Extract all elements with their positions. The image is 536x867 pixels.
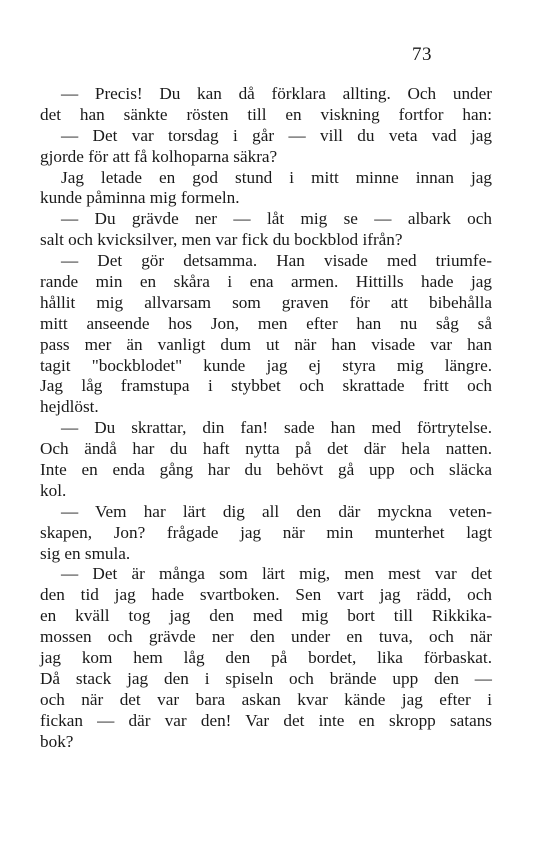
text-line: Och ändå har du haft nytta på det där hela natten. (40, 439, 492, 459)
text-line: — Det var torsdag i går — vill du veta vad jag (61, 125, 492, 145)
text-line: pass mer än vanligt dum ut när han visade var han (40, 334, 492, 354)
text-line: jag kom hem låg den på bordet, lika förbaskat. (40, 648, 492, 668)
text-line: — Du grävde ner — låt mig se — albark och (61, 209, 492, 229)
text-line: sig en smula. (40, 543, 131, 563)
text-line: kunde påminna mig formeln. (40, 188, 240, 208)
text-line: — Du skrattar, din fan! sade han med förtrytelse. (61, 418, 492, 438)
text-line: Inte en enda gång har du behövt gå upp och släcka (40, 460, 492, 480)
text-line: mossen och grävde ner den under en tuva, och när (40, 627, 492, 647)
text-line: — Det gör detsamma. Han visade med triumfe- (61, 251, 492, 271)
text-line: tagit "bockblodet" kunde jag ej styra mig längre. (40, 355, 492, 375)
text-line: rande min en skåra i ena armen. Hittills hade jag (40, 272, 492, 292)
text-line: mitt anseende hos Jon, men efter han nu såg så (40, 313, 492, 333)
body-text (40, 84, 492, 753)
text-line: Då stack jag den i spiseln och brände upp den — (40, 668, 492, 688)
text-line: bok? (40, 731, 74, 751)
text-line: kol. (40, 480, 67, 500)
text-line: Jag letade en god stund i mitt minne innan jag (61, 167, 492, 187)
text-line: en kväll tog jag den med mig bort till Rikkika- (40, 606, 492, 626)
text-line: det han sänkte rösten till en viskning fortfor han: (40, 104, 492, 124)
text-line: fickan — där var den! Var det inte en skropp satans (40, 710, 492, 730)
text-line: hejdlöst. (40, 397, 99, 417)
text-line: skapen, Jon? frågade jag när min munterhet lagt (40, 522, 492, 542)
text-line: Jag låg framstupa i stybbet och skrattade fritt och (40, 376, 492, 396)
text-line: — Precis! Du kan då förklara allting. Och under (61, 84, 492, 103)
text-line: salt och kvicksilver, men var fick du bockblod ifrån? (40, 230, 403, 250)
text-line: och när det var bara askan kvar kände jag efter i (40, 689, 492, 709)
text-line: — Vem har lärt dig all den där myckna veten- (61, 501, 492, 521)
text-line: den tid jag hade svartboken. Sen vart jag rädd, och (40, 585, 492, 605)
text-line: hållit mig allvarsam som graven för att bibehålla (40, 292, 492, 312)
text-line: — Det är många som lärt mig, men mest var det (61, 564, 492, 584)
page-number: 73 (412, 44, 432, 65)
text-line: gjorde för att få kolhoparna säkra? (40, 146, 278, 166)
